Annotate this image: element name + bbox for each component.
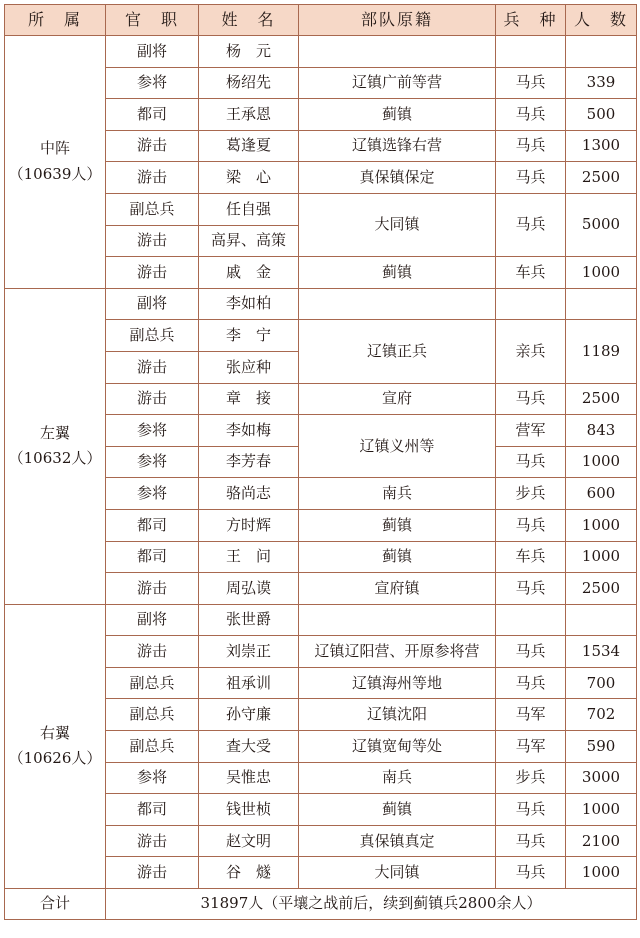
name-cell: 方时辉 — [199, 509, 299, 541]
origin-cell: 蓟镇 — [299, 99, 496, 131]
name-cell: 刘崇正 — [199, 636, 299, 668]
name-cell: 高昇、高策 — [199, 225, 299, 257]
group-cell — [5, 604, 106, 888]
count-cell: 1189 — [566, 320, 637, 383]
count-cell: 1000 — [566, 541, 637, 573]
arm-cell: 马兵 — [496, 162, 566, 194]
origin-cell — [299, 604, 496, 636]
arm-cell — [496, 604, 566, 636]
arm-cell: 马兵 — [496, 573, 566, 605]
group-count: （10632人） — [8, 449, 102, 468]
count-cell: 2100 — [566, 825, 637, 857]
header-count: 人 数 — [566, 5, 637, 36]
rank-cell: 游击 — [106, 162, 199, 194]
count-cell: 339 — [566, 67, 637, 99]
origin-cell: 南兵 — [299, 762, 496, 794]
group-name: 左翼 — [39, 423, 70, 442]
arm-cell: 马兵 — [496, 99, 566, 131]
arm-cell: 马兵 — [496, 446, 566, 478]
origin-cell: 大同镇 — [299, 193, 496, 256]
count-cell — [566, 604, 637, 636]
count-cell: 500 — [566, 99, 637, 131]
count-cell: 3000 — [566, 762, 637, 794]
rank-cell: 参将 — [106, 762, 199, 794]
count-cell: 1000 — [566, 257, 637, 289]
rank-cell: 游击 — [106, 857, 199, 889]
name-cell: 任自强 — [199, 193, 299, 225]
arm-cell: 车兵 — [496, 541, 566, 573]
name-cell: 钱世桢 — [199, 794, 299, 826]
troop-table — [4, 4, 637, 920]
origin-cell: 辽镇义州等 — [299, 415, 496, 478]
header-affiliation: 所 属 — [5, 5, 106, 36]
name-cell: 查大受 — [199, 731, 299, 763]
origin-cell: 蓟镇 — [299, 509, 496, 541]
rank-cell: 游击 — [106, 636, 199, 668]
rank-cell: 副将 — [106, 288, 199, 320]
header-origin: 部队原籍 — [299, 5, 496, 36]
count-cell: 1000 — [566, 446, 637, 478]
rank-cell: 副总兵 — [106, 731, 199, 763]
header-name: 姓 名 — [199, 5, 299, 36]
name-cell: 吴惟忠 — [199, 762, 299, 794]
origin-cell: 辽镇选锋右营 — [299, 130, 496, 162]
count-cell: 2500 — [566, 383, 637, 415]
name-cell: 葛逢夏 — [199, 130, 299, 162]
arm-cell: 马兵 — [496, 130, 566, 162]
origin-cell: 蓟镇 — [299, 794, 496, 826]
origin-cell: 真保镇保定 — [299, 162, 496, 194]
count-cell: 702 — [566, 699, 637, 731]
arm-cell: 马兵 — [496, 509, 566, 541]
origin-cell: 真保镇真定 — [299, 825, 496, 857]
header-rank: 官 职 — [106, 5, 199, 36]
origin-cell: 南兵 — [299, 478, 496, 510]
count-cell — [566, 288, 637, 320]
name-cell: 谷 燧 — [199, 857, 299, 889]
count-cell: 843 — [566, 415, 637, 447]
origin-cell: 辽镇广前等营 — [299, 67, 496, 99]
rank-cell: 参将 — [106, 415, 199, 447]
count-cell: 1000 — [566, 857, 637, 889]
arm-cell: 亲兵 — [496, 320, 566, 383]
name-cell: 戚 金 — [199, 257, 299, 289]
count-cell: 2500 — [566, 162, 637, 194]
count-cell: 2500 — [566, 573, 637, 605]
count-cell: 600 — [566, 478, 637, 510]
arm-cell: 步兵 — [496, 478, 566, 510]
rank-cell: 副总兵 — [106, 699, 199, 731]
rank-cell: 都司 — [106, 541, 199, 573]
name-cell: 周弘谟 — [199, 573, 299, 605]
rank-cell: 副将 — [106, 36, 199, 68]
arm-cell: 马兵 — [496, 825, 566, 857]
origin-cell: 大同镇 — [299, 857, 496, 889]
rank-cell: 都司 — [106, 794, 199, 826]
total-value: 31897人（平壤之战前后，续到蓟镇兵2800余人） — [106, 889, 637, 920]
group-cell — [5, 36, 106, 289]
rank-cell: 游击 — [106, 257, 199, 289]
arm-cell: 马军 — [496, 731, 566, 763]
arm-cell: 车兵 — [496, 257, 566, 289]
rank-cell: 游击 — [106, 225, 199, 257]
count-cell: 1000 — [566, 509, 637, 541]
name-cell: 李 宁 — [199, 320, 299, 352]
rank-cell: 游击 — [106, 351, 199, 383]
total-row — [5, 889, 637, 920]
table-row — [5, 36, 637, 68]
origin-cell: 蓟镇 — [299, 257, 496, 289]
name-cell: 李芳春 — [199, 446, 299, 478]
rank-cell: 游击 — [106, 825, 199, 857]
table-row — [5, 288, 637, 320]
origin-cell — [299, 288, 496, 320]
name-cell: 孙守廉 — [199, 699, 299, 731]
origin-cell: 宣府 — [299, 383, 496, 415]
arm-cell: 马兵 — [496, 67, 566, 99]
arm-cell — [496, 288, 566, 320]
count-cell: 5000 — [566, 193, 637, 256]
name-cell: 李如柏 — [199, 288, 299, 320]
arm-cell: 马兵 — [496, 193, 566, 256]
rank-cell: 游击 — [106, 130, 199, 162]
group-name: 右翼 — [39, 723, 70, 742]
name-cell: 杨 元 — [199, 36, 299, 68]
rank-cell: 副总兵 — [106, 667, 199, 699]
arm-cell: 步兵 — [496, 762, 566, 794]
rank-cell: 参将 — [106, 67, 199, 99]
origin-cell: 辽镇海州等地 — [299, 667, 496, 699]
arm-cell: 马军 — [496, 699, 566, 731]
origin-cell: 辽镇辽阳营、开原参将营 — [299, 636, 496, 668]
name-cell: 杨绍先 — [199, 67, 299, 99]
table-row — [5, 604, 637, 636]
name-cell: 李如梅 — [199, 415, 299, 447]
arm-cell — [496, 36, 566, 68]
rank-cell: 参将 — [106, 446, 199, 478]
arm-cell: 马兵 — [496, 667, 566, 699]
rank-cell: 都司 — [106, 99, 199, 131]
rank-cell: 都司 — [106, 509, 199, 541]
group-count: （10639人） — [8, 164, 102, 183]
rank-cell: 参将 — [106, 478, 199, 510]
origin-cell: 辽镇宽甸等处 — [299, 731, 496, 763]
name-cell: 王承恩 — [199, 99, 299, 131]
arm-cell: 马兵 — [496, 636, 566, 668]
count-cell: 1300 — [566, 130, 637, 162]
arm-cell: 马兵 — [496, 383, 566, 415]
name-cell: 赵文明 — [199, 825, 299, 857]
count-cell: 700 — [566, 667, 637, 699]
header-arm: 兵 种 — [496, 5, 566, 36]
rank-cell: 副总兵 — [106, 320, 199, 352]
arm-cell: 马兵 — [496, 794, 566, 826]
rank-cell: 游击 — [106, 383, 199, 415]
rank-cell: 副总兵 — [106, 193, 199, 225]
name-cell: 王 问 — [199, 541, 299, 573]
origin-cell: 宣府镇 — [299, 573, 496, 605]
total-label: 合计 — [5, 889, 106, 920]
group-count: （10626人） — [8, 749, 102, 768]
arm-cell: 马兵 — [496, 857, 566, 889]
rank-cell: 游击 — [106, 573, 199, 605]
count-cell: 1534 — [566, 636, 637, 668]
count-cell: 1000 — [566, 794, 637, 826]
name-cell: 骆尚志 — [199, 478, 299, 510]
origin-cell: 辽镇正兵 — [299, 320, 496, 383]
name-cell: 张应种 — [199, 351, 299, 383]
name-cell: 章 接 — [199, 383, 299, 415]
count-cell: 590 — [566, 731, 637, 763]
group-name: 中阵 — [39, 139, 70, 158]
group-cell — [5, 288, 106, 604]
name-cell: 梁 心 — [199, 162, 299, 194]
origin-cell — [299, 36, 496, 68]
origin-cell: 蓟镇 — [299, 541, 496, 573]
name-cell: 祖承训 — [199, 667, 299, 699]
rank-cell: 副将 — [106, 604, 199, 636]
count-cell — [566, 36, 637, 68]
origin-cell: 辽镇沈阳 — [299, 699, 496, 731]
arm-cell: 营军 — [496, 415, 566, 447]
name-cell: 张世爵 — [199, 604, 299, 636]
header-row — [5, 5, 637, 36]
